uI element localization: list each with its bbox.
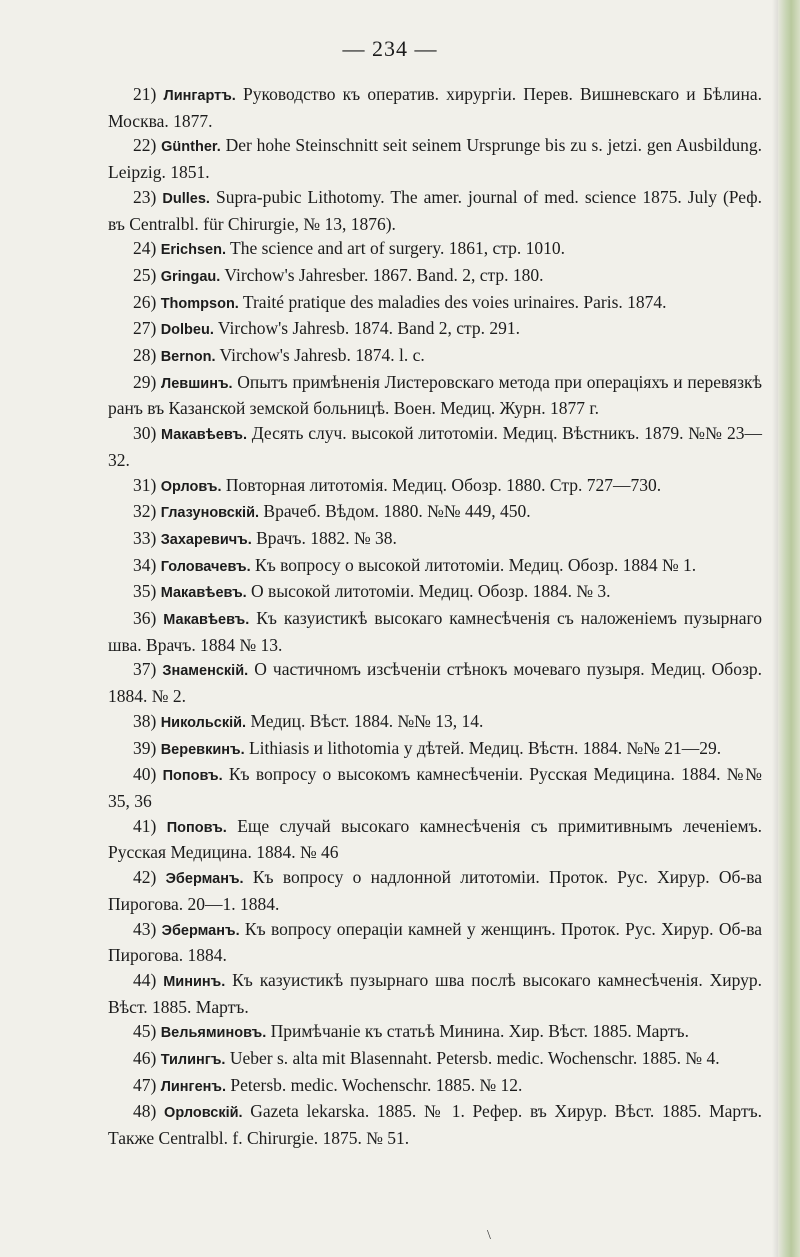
reference-entry xyxy=(108,579,762,606)
reference-entry xyxy=(108,82,762,133)
reference-number: 22) xyxy=(133,135,157,156)
reference-text: Supra-pubic Lithotomy. The amer. journal of med. science 1875. July (Реф. въ Centralbl. für Chirurgie, № 13, 1876). xyxy=(108,186,763,234)
reference-number: 26) xyxy=(133,291,157,312)
reference-text: Примѣчаніе къ статьѣ Минина. Хир. Вѣст. 1885. Мартъ. xyxy=(266,1021,689,1042)
reference-author: Головачевъ. xyxy=(160,558,251,575)
reference-number: 48) xyxy=(133,1101,157,1122)
reference-author: Gringau. xyxy=(160,268,221,285)
reference-text: Повторная литотомія. Медиц. Обозр. 1880. Стр. 727—730. xyxy=(221,474,662,495)
reference-entry xyxy=(108,316,762,343)
reference-author: Макавѣевъ. xyxy=(160,585,247,602)
reference-entry xyxy=(108,236,762,263)
reference-number: 25) xyxy=(133,264,157,285)
stray-mark: \ xyxy=(487,1228,491,1243)
reference-number: 33) xyxy=(133,527,157,548)
reference-author: Thompson. xyxy=(160,295,239,312)
reference-number: 46) xyxy=(133,1048,157,1069)
reference-entry xyxy=(108,762,762,813)
reference-number: 29) xyxy=(133,371,157,392)
reference-entry xyxy=(108,133,762,184)
reference-entry xyxy=(108,657,762,708)
page-edge xyxy=(778,0,800,1257)
reference-author: Dolbeu. xyxy=(160,322,214,339)
reference-entry xyxy=(108,917,762,968)
reference-number: 30) xyxy=(133,423,157,444)
reference-author: Макавѣевъ. xyxy=(161,427,248,444)
reference-number: 41) xyxy=(133,815,157,836)
reference-author: Поповъ. xyxy=(162,768,223,785)
reference-text: Virchow's Jahresber. 1867. Band. 2, стр. 180. xyxy=(220,264,544,285)
reference-author: Erichsen. xyxy=(160,242,226,259)
reference-entry xyxy=(108,499,762,526)
reference-text: Къ вопросу о надлонной литотоміи. Проток. Рус. Хирур. Об-ва Пирогова. 20—1. 1884. xyxy=(108,867,763,914)
reference-entry xyxy=(108,1073,762,1100)
reference-text: О частичномъ изсѣченіи стѣнокъ мочеваго пузыря. Медиц. Обозр. 1884. № 2. xyxy=(108,659,762,707)
reference-entry xyxy=(108,709,762,736)
reference-entry xyxy=(108,263,762,290)
reference-text: The science and art of surgery. 1861, стр. 1010. xyxy=(225,238,565,259)
reference-text: Врачъ. 1882. № 38. xyxy=(251,527,397,548)
reference-author: Никольскій. xyxy=(160,714,247,731)
reference-entry xyxy=(108,968,762,1019)
reference-number: 27) xyxy=(133,318,157,339)
reference-entry xyxy=(108,865,762,916)
reference-author: Мининъ. xyxy=(163,973,226,990)
reference-text: Къ казуистикѣ пузырнаго шва послѣ высокаго камнесѣченія. Хирур. Вѣст. 1885. Мартъ. xyxy=(108,969,763,1017)
reference-author: Поповъ. xyxy=(166,819,227,836)
reference-author: Знаменскій. xyxy=(162,663,249,680)
reference-author: Вельяминовъ. xyxy=(160,1025,267,1042)
reference-entry xyxy=(108,1099,762,1150)
reference-number: 40) xyxy=(133,764,157,785)
reference-text: Руководство къ оператив. хирургіи. Перев. Вишневскаго и Бѣлина. Москва. 1877. xyxy=(108,84,762,131)
reference-author: Лингенъ. xyxy=(160,1078,227,1095)
reference-author: Тилингъ. xyxy=(160,1052,226,1069)
reference-author: Dulles. xyxy=(162,190,210,207)
reference-text: Lithiasis и lithotomia у дѣтей. Медиц. Вѣстн. 1884. №№ 21—29. xyxy=(244,737,722,758)
reference-entry xyxy=(108,553,762,580)
reference-number: 32) xyxy=(133,501,157,522)
reference-text: Еще случай высокаго камнесѣченія съ примитивнымъ леченіемъ. Русская Медицина. 1884. № 46 xyxy=(108,815,762,863)
reference-text: Къ вопросу операціи камней у женщинъ. Проток. Рус. Хирур. Об-ва Пирогова. 1884. xyxy=(108,918,762,966)
reference-number: 39) xyxy=(133,737,157,758)
reference-text: Десять случ. высокой литотоміи. Медиц. Вѣстникъ. 1879. №№ 23—32. xyxy=(108,423,762,470)
reference-text: Ueber s. alta mit Blasennaht. Petersb. medic. Wochenschr. 1885. № 4. xyxy=(225,1048,720,1069)
reference-number: 43) xyxy=(133,918,157,939)
reference-number: 31) xyxy=(133,474,157,495)
reference-entry xyxy=(108,185,762,236)
reference-author: Эберманъ. xyxy=(165,871,244,888)
reference-author: Орловскій. xyxy=(164,1105,243,1122)
reference-text: Къ вопросу о высокомъ камнесѣченіи. Русская Медицина. 1884. №№ 35, 36 xyxy=(108,764,763,811)
reference-entry xyxy=(108,370,762,421)
reference-number: 23) xyxy=(133,186,157,207)
reference-author: Глазуновскій. xyxy=(160,505,260,522)
reference-number: 45) xyxy=(133,1021,157,1042)
reference-text: О высокой литотоміи. Медиц. Обозр. 1884. № 3. xyxy=(246,581,611,602)
reference-number: 47) xyxy=(133,1074,157,1095)
reference-entry xyxy=(108,343,762,370)
reference-author: Орловъ. xyxy=(160,478,222,495)
reference-author: Günther. xyxy=(161,139,221,156)
reference-author: Макавѣевъ. xyxy=(163,612,250,629)
reference-number: 44) xyxy=(133,969,157,990)
reference-text: Traité pratique des maladies des voies urinaires. Paris. 1874. xyxy=(238,291,667,312)
reference-text: Der hohe Steinschnitt seit seinem Ursprunge bis zu s. jetzi. gen Ausbildung. Leipzig. 1851. xyxy=(108,135,763,183)
reference-entry xyxy=(108,290,762,317)
reference-number: 34) xyxy=(133,554,157,575)
reference-entry xyxy=(108,526,762,553)
reference-entry xyxy=(108,1046,762,1073)
reference-number: 24) xyxy=(133,238,157,259)
reference-number: 37) xyxy=(133,659,157,680)
reference-number: 38) xyxy=(133,710,157,731)
reference-entry xyxy=(108,1019,762,1046)
reference-entry xyxy=(108,606,762,657)
reference-number: 21) xyxy=(133,84,157,104)
page-number: — 234 — xyxy=(342,36,438,61)
reference-author: Веревкинъ. xyxy=(160,741,245,758)
reference-entry xyxy=(108,736,762,763)
reference-entry xyxy=(108,814,762,865)
reference-entry xyxy=(108,421,762,472)
reference-author: Захаревичъ. xyxy=(160,531,252,548)
reference-text: Медиц. Вѣст. 1884. №№ 13, 14. xyxy=(246,710,484,731)
reference-text: Petersb. medic. Wochenschr. 1885. № 12. xyxy=(226,1074,523,1095)
reference-text: Gazeta lekarska. 1885. № 1. Рефер. въ Хирур. Вѣст. 1885. Мартъ. Также Centralbl. f. Chirurgie. 1875. № 51. xyxy=(108,1101,763,1149)
reference-author: Bernon. xyxy=(160,349,216,366)
reference-author: Лингартъ. xyxy=(163,88,236,104)
reference-text: Врачеб. Вѣдом. 1880. №№ 449, 450. xyxy=(259,501,531,522)
reference-number: 36) xyxy=(133,608,157,629)
reference-text: Къ казуистикѣ высокаго камнесѣченія съ наложеніемъ пузырнаго шва. Врачъ. 1884 № 13. xyxy=(108,608,763,655)
reference-text: Опытъ примѣненія Листеровскаго метода при операціяхъ и перевязкѣ ранъ въ Казанской земской больницѣ. Воен. Медиц. Журн. 1877 г. xyxy=(108,371,763,419)
reference-author: Левшинъ. xyxy=(161,375,233,392)
reference-list xyxy=(108,82,762,1151)
reference-text: Virchow's Jahresb. 1874. Band 2, стр. 291. xyxy=(213,318,521,339)
reference-author: Эберманъ. xyxy=(161,922,240,939)
reference-number: 35) xyxy=(133,581,157,602)
reference-entry xyxy=(108,473,762,500)
reference-text: Къ вопросу о высокой литотоміи. Медиц. Обозр. 1884 № 1. xyxy=(250,554,697,575)
reference-number: 42) xyxy=(133,867,157,888)
reference-text: Virchow's Jahresb. 1874. l. c. xyxy=(215,345,425,366)
reference-number: 28) xyxy=(133,345,157,366)
